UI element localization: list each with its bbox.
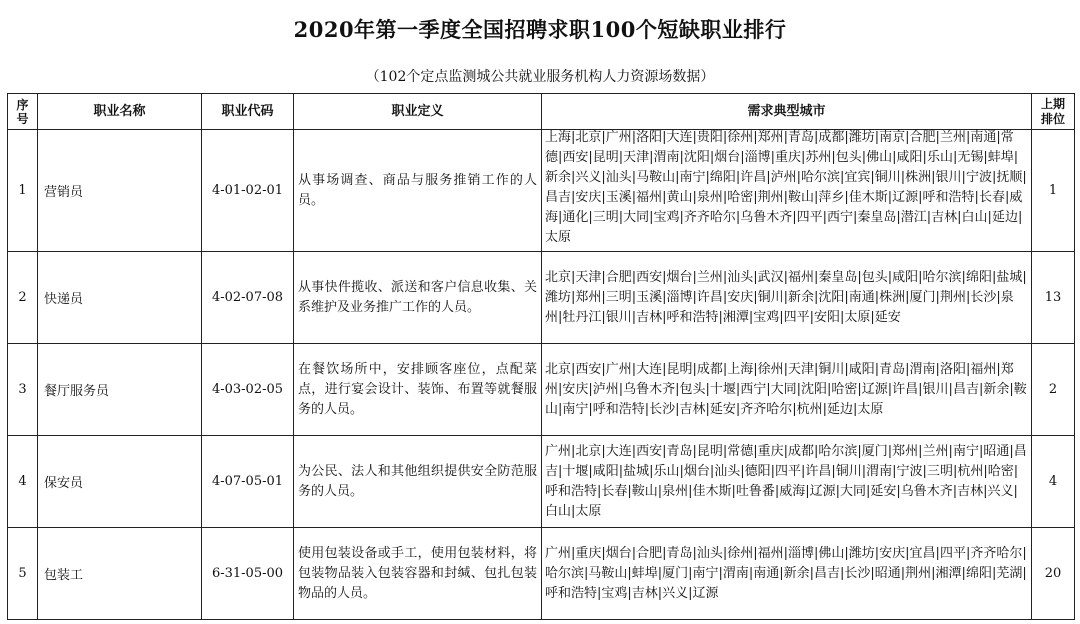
- demand-cities: [542, 344, 1032, 436]
- prev-rank: 20: [1032, 528, 1075, 620]
- row-index: 4: [8, 436, 38, 528]
- occupation-definition: 从事场调查、商品与服务推销工作的人员。: [294, 130, 542, 252]
- demand-cities-text: 北京|西安|广州|大连|昆明|成都|上海|徐州|天津|铜川|咸阳|青岛|渭南|洛阳|福州|郑州|安庆|泸州|乌鲁木齐|包头|十堰|西宁|大同|沈阳|哈密|辽源|许昌|银川|昌吉|新余|鞍山|南宁|呼和浩特|长沙|吉林|延安|齐齐哈尔|杭州|延边|太原: [545, 361, 1027, 417]
- demand-cities-text: 上海|北京|广州|洛阳|大连|贵阳|徐州|郑州|青岛|成都|潍坊|南京|合肥|兰州|南通|常德|西安|昆明|天津|渭南|沈阳|烟台|淄博|重庆|苏州|包头|佛山|咸阳|乐山|无锡|蚌埠|新余|兴义|汕头|马鞍山|南宁|绵阳|许昌|泸州|哈尔滨|宜宾|铜川|株洲|银川|宁波|抚顺|昌吉|安庆|玉溪|福州|黄山|泉州|哈密|荆州|鞍山|萍乡|佳木斯|辽源|呼和浩特|长春|威海|通化|三明|大同|宝鸡|齐齐哈尔|乌鲁木齐|四平|西宁|秦皇岛|潜江|吉林|白山|延边|太原: [545, 130, 1027, 245]
- occupation-code: 6-31-05-00: [202, 528, 294, 620]
- table-row: [8, 130, 1075, 252]
- occupation-code: 4-03-02-05: [202, 344, 294, 436]
- header-definition: 职业定义: [294, 94, 542, 130]
- demand-cities-text: 广州|北京|大连|西安|青岛|昆明|常德|重庆|成都|哈尔滨|厦门|郑州|兰州|南宁|昭通|昌吉|十堰|咸阳|盐城|乐山|烟台|汕头|德阳|四平|许昌|铜川|渭南|宁波|三明|杭州|哈密|呼和浩特|长春|鞍山|泉州|佳木斯|吐鲁番|威海|辽源|大同|延安|乌鲁木齐|吉林|兴义|白山|太原: [545, 443, 1027, 519]
- row-index: 1: [8, 130, 38, 252]
- demand-cities: [542, 130, 1032, 252]
- table-row: [8, 528, 1075, 620]
- prev-rank: 1: [1032, 130, 1075, 252]
- header-prev-rank: 上期排位: [1032, 94, 1075, 130]
- occupation-name: 快递员: [38, 252, 202, 344]
- demand-cities: [542, 436, 1032, 528]
- occupation-definition: 为公民、法人和其他组织提供安全防范服务的人员。: [294, 436, 542, 528]
- prev-rank: 13: [1032, 252, 1075, 344]
- row-index: 3: [8, 344, 38, 436]
- occupation-code: 4-02-07-08: [202, 252, 294, 344]
- demand-cities-text: 广州|重庆|烟台|合肥|青岛|汕头|徐州|福州|淄博|佛山|潍坊|安庆|宜昌|四平|齐齐哈尔|哈尔滨|马鞍山|蚌埠|厦门|南宁|渭南|南通|新余|昌吉|长沙|昭通|荆州|湘潭|绵阳|芜湖|呼和浩特|宝鸡|吉林|兴义|辽源: [545, 545, 1027, 601]
- shortage-occupation-table: [7, 93, 1075, 620]
- demand-cities: [542, 252, 1032, 344]
- row-index: 2: [8, 252, 38, 344]
- prev-rank: 2: [1032, 344, 1075, 436]
- occupation-code: 4-07-05-01: [202, 436, 294, 528]
- page-subtitle: （102个定点监测城公共就业服务机构人力资源场数据）: [365, 69, 715, 85]
- occupation-name: 包装工: [38, 528, 202, 620]
- occupation-name: 营销员: [38, 130, 202, 252]
- occupation-definition: 从事快件揽收、派送和客户信息收集、关系维护及业务推广工作的人员。: [294, 252, 542, 344]
- table-row: [8, 344, 1075, 436]
- prev-rank: 4: [1032, 436, 1075, 528]
- demand-cities-text: 北京|天津|合肥|西安|烟台|兰州|汕头|武汉|福州|秦皇岛|包头|咸阳|哈尔滨|绵阳|盐城|潍坊|郑州|三明|玉溪|淄博|许昌|安庆|铜川|新余|沈阳|南通|株洲|厦门|荆州|长沙|泉州|牡丹江|银川|吉林|呼和浩特|湘潭|宝鸡|四平|安阳|太原|延安: [545, 269, 1027, 325]
- header-cities: 需求典型城市: [542, 94, 1032, 130]
- page-title: 2020年第一季度全国招聘求职100个短缺职业排行: [293, 17, 787, 42]
- occupation-code: 4-01-02-01: [202, 130, 294, 252]
- occupation-name: 保安员: [38, 436, 202, 528]
- header-index: 序号: [8, 94, 38, 130]
- table-row: [8, 252, 1075, 344]
- row-index: 5: [8, 528, 38, 620]
- demand-cities: [542, 528, 1032, 620]
- occupation-name: 餐厅服务员: [38, 344, 202, 436]
- header-code: 职业代码: [202, 94, 294, 130]
- header-name: 职业名称: [38, 94, 202, 130]
- occupation-definition: 在餐饮场所中，安排顾客座位，点配菜点，进行宴会设计、装饰、布置等就餐服务的人员。: [294, 344, 542, 436]
- table-row: [8, 436, 1075, 528]
- table-header-row: [8, 94, 1075, 130]
- occupation-definition: 使用包装设备或手工，使用包装材料，将包装物品装入包装容器和封缄、包扎包装物品的人员。: [294, 528, 542, 620]
